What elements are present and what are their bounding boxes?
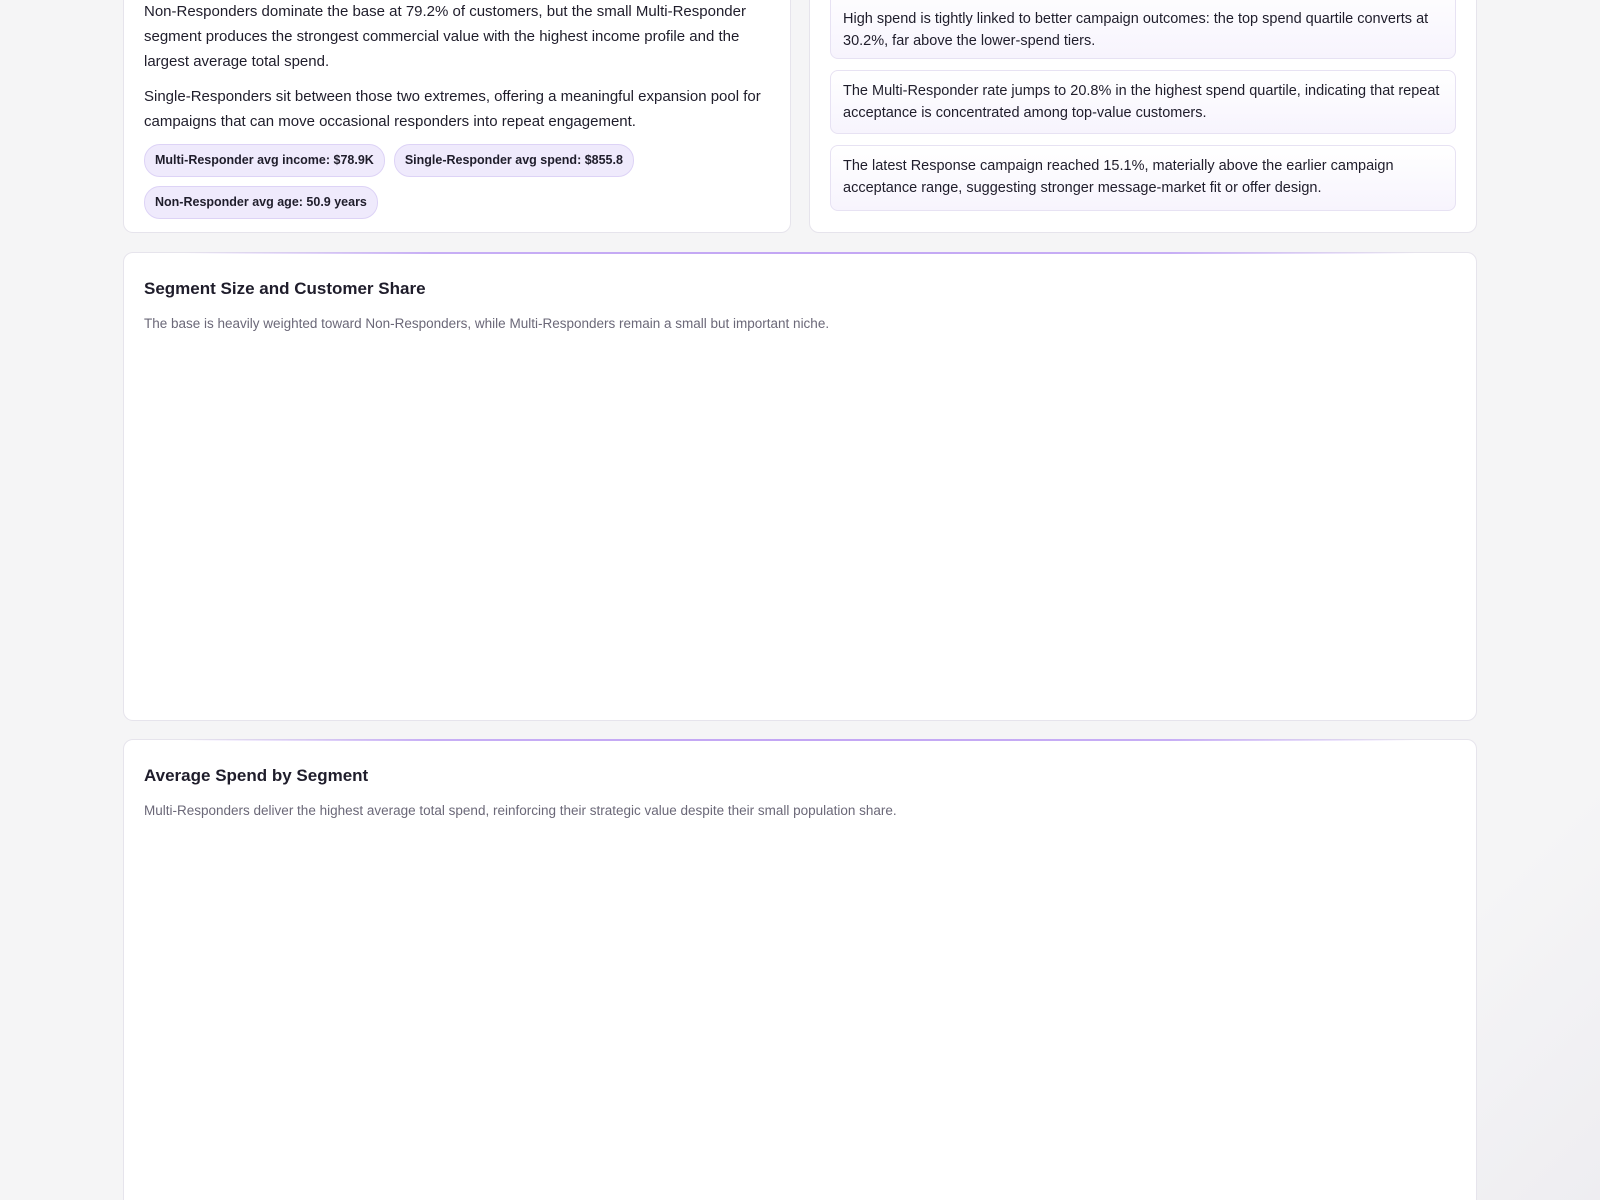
card-accent-line [184,739,1416,741]
segment-size-chart-card [123,252,1477,721]
metric-chip-multi-income: Multi-Responder avg income: $78.9K [144,144,385,177]
metric-chip-single-spend: Single-Responder avg spend: $855.8 [394,144,634,177]
card-accent-line [184,252,1416,254]
average-spend-chart-card [123,739,1477,1200]
metric-chips [144,144,664,219]
insight-item: The Multi-Responder rate jumps to 20.8% in the highest spend quartile, indicating that repeat acceptance is concentrated among top-value customers. [830,70,1456,134]
insight-item: The latest Response campaign reached 15.1%, materially above the earlier campaign acceptance range, suggesting stronger message-market fit or offer design. [830,145,1456,211]
insight-item: High spend is tightly linked to better campaign outcomes: the top spend quartile converts at 30.2%, far above the lower-spend tiers. [830,0,1456,59]
summary-paragraph: Non-Responders dominate the base at 79.2% of customers, but the small Multi-Responder segment produces the strongest commercial value with the highest income profile and the largest average total spend. [144,3,746,70]
chart-canvas [144,346,1456,706]
chart-subtitle: Multi-Responders deliver the highest average total spend, reinforcing their strategic value despite their small population share. [144,803,897,818]
chart-title: Average Spend by Segment [144,766,369,785]
segment-summary-card [123,0,791,233]
chart-subtitle: The base is heavily weighted toward Non-Responders, while Multi-Responders remain a small but important niche. [144,316,830,331]
summary-paragraph: Single-Responders sit between those two extremes, offering a meaningful expansion pool for campaigns that can move occasional responders into repeat engagement. [144,88,761,130]
chart-title: Segment Size and Customer Share [144,279,426,298]
insights-card [809,0,1477,233]
chart-canvas [144,833,1456,1193]
metric-chip-non-age: Non-Responder avg age: 50.9 years [144,186,378,219]
